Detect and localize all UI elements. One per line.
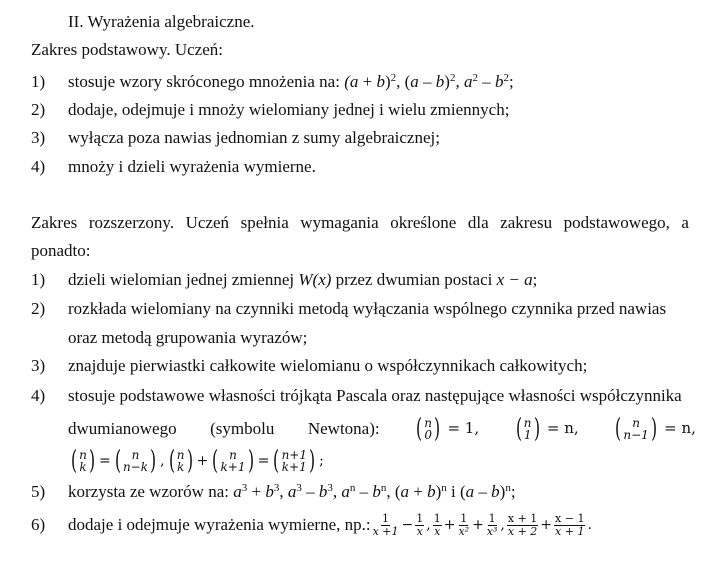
fraction: $\frac{1}{\text{x³}}$ <box>486 511 498 538</box>
binomial-n-1: ( n 1 ) = n, <box>515 414 579 444</box>
binomial-n-k-2: ( n k ) <box>168 446 193 476</box>
binomial-n-plus-1-k-plus-1: ( n+1 k+1 ) <box>273 446 316 476</box>
extended-item-6 <box>0 512 720 546</box>
item-text: dodaje i odejmuje wyrażenia wymierne, np.: $\frac{1}{x +1}$ − $\frac{1}{x}$ , $\frac{1}{x}$ + $\frac{1}{\text{x²}}$ + $\frac{1}{\text{x³}}$ , $\frac{x + 1}{x + 2}$ + $\frac{x - 1}{x + 1}$ . <box>68 511 592 538</box>
binomial-n-n-minus-k: ( n n−k ) <box>114 446 157 476</box>
item-text: stosuje wzory skróconego mnożenia na: $(a + b)^2$, (a – b)$^2$, $a^2 - b^2$; <box>68 72 514 91</box>
fraction: $\frac{1}{x}$ <box>433 511 441 538</box>
item-text: dzieli wielomian jednej zmiennej W(x) przez dwumian postaci x − a; <box>68 270 538 289</box>
item-number: 3) <box>31 356 46 375</box>
binomial-n-0: ( n 0 ) = 1, <box>416 414 480 444</box>
fraction: $\frac{1}{x}$ <box>416 511 424 538</box>
fraction: $\frac{x + 1}{x + 2}$ <box>507 511 538 538</box>
binomial-n-n-minus-1: ( n n−1 ) = n, <box>615 414 696 444</box>
item-text: korzysta ze wzorów na: $a^3 + b^3$, $a^3 - b^3$, $a^n - b^n$, $(a + b)^n$ i (a – b)$^n$; <box>68 482 516 501</box>
item-text: oraz metodą grupowania wyrazów; <box>68 328 308 347</box>
item-number: 2) <box>31 299 46 318</box>
formula-short-multiplication: $(a + b)^2$, (a – b)$^2$, $a^2 - b^2$; <box>344 72 514 91</box>
item-text: wyłącza poza nawias jednomian z sumy algebraicznej; <box>68 128 440 147</box>
formula-powers: $a^3 + b^3$, $a^3 - b^3$, $a^n - b^n$, $(a + b)^n$ i (a – b)$^n$; <box>233 482 516 501</box>
item-number: 6) <box>31 515 46 534</box>
extended-scope-heading: Zakres rozszerzony. Uczeń spełnia wymagania określone dla zakresu podstawowego, a <box>31 213 689 232</box>
item-number: 1) <box>31 270 46 289</box>
item-number: 4) <box>31 157 46 176</box>
item-number: 5) <box>31 482 46 501</box>
item-number: 4) <box>31 386 46 405</box>
item-text: mnoży i dzieli wyrażenia wymierne. <box>68 157 316 176</box>
item-number: 2) <box>31 100 46 119</box>
section-title: II. Wyrażenia algebraiczne. <box>68 12 255 31</box>
extended-scope-heading-cont: ponadto: <box>31 241 91 260</box>
fraction: $\frac{1}{x +1}$ <box>372 511 399 538</box>
item-number: 3) <box>31 128 46 147</box>
extended-item-4-identities: ( n k ) = ( n n−k ) , ( n k ) + ( n k+1 ) = ( n+1 k+1 ) ; <box>68 446 325 476</box>
item-number: 1) <box>31 72 46 91</box>
item-text: znajduje pierwiastki całkowite wielomianu o współczynnikach całkowitych; <box>68 356 588 375</box>
item-text: rozkłada wielomiany na czynniki metodą wyłączania wspólnego czynnika przed nawias <box>68 299 667 318</box>
binomial-n-k-plus-1: ( n k+1 ) <box>212 446 254 476</box>
item-text: stosuje podstawowe własności trójkąta Pascala oraz następujące własności współczynnika <box>68 386 682 405</box>
basic-scope-heading: Zakres podstawowy. Uczeń: <box>31 40 223 59</box>
fraction: $\frac{x - 1}{x + 1}$ <box>555 511 585 538</box>
extended-item-4-cont: dwumianowego (symbolu Newtona): ( n 0 ) = 1, ( n 1 ) = n, ( n n−1 ) = n, <box>68 414 696 444</box>
fraction: $\frac{1}{\text{x²}}$ <box>458 511 470 538</box>
binomial-n-k: ( n k ) <box>71 446 96 476</box>
item-text: dodaje, odejmuje i mnoży wielomiany jednej i wielu zmiennych; <box>68 100 510 119</box>
